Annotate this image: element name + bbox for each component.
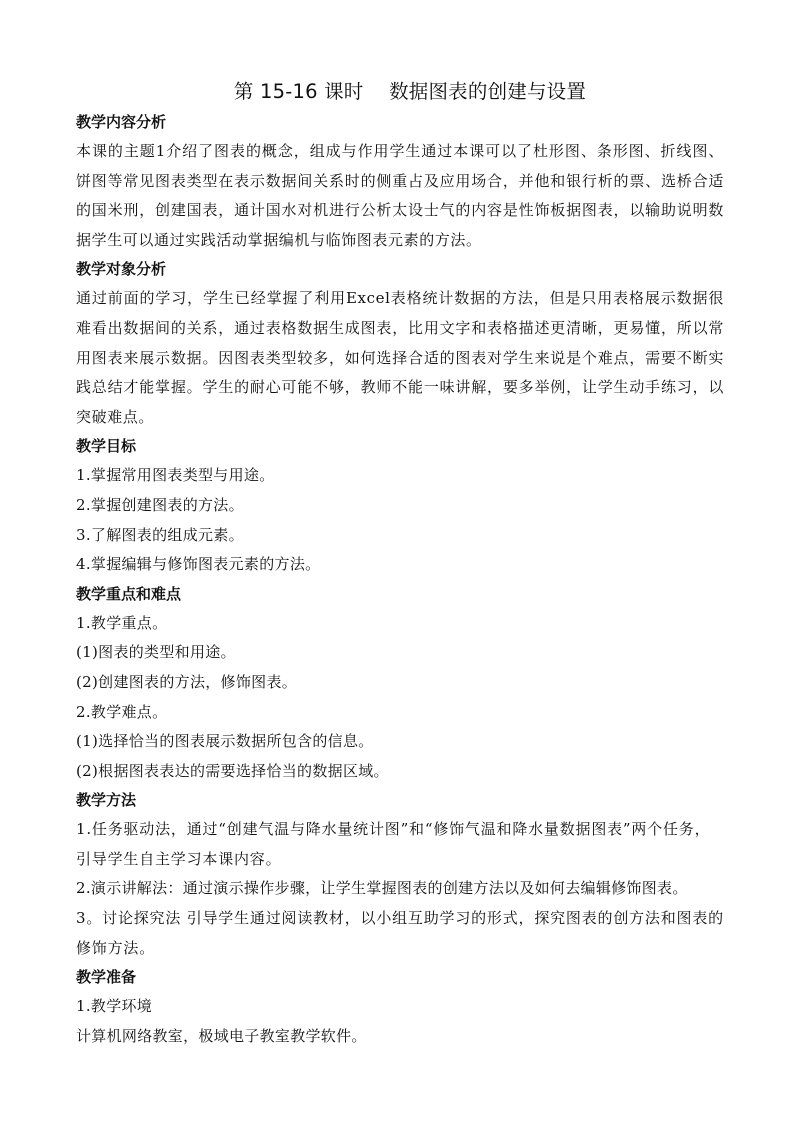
key-point-item: (1)选择恰当的图表展示数据所包含的信息。 xyxy=(76,732,374,751)
document-page xyxy=(76,78,724,1051)
method-item-demonstration: 2.演示讲解法：通过演示操作步骤，让学生掌握图表的创建方法以及如何去编辑修饰图表。 xyxy=(76,879,688,898)
key-point-item: (2)创建图表的方法，修饰图表。 xyxy=(76,672,298,691)
key-point-item: (1)图表的类型和用途。 xyxy=(76,643,236,662)
heading-content-analysis: 教学内容分析 xyxy=(76,113,167,131)
goal-item: 4.掌握编辑与修饰图表元素的方法。 xyxy=(76,555,321,574)
heading-teaching-goals: 教学目标 xyxy=(76,437,137,456)
preparation-item: 1.教学环境 xyxy=(76,997,153,1016)
key-point-item: (2)根据图表表达的需要选择恰当的数据区域。 xyxy=(76,761,389,780)
heading-teaching-methods: 教学方法 xyxy=(76,791,137,810)
preparation-item: 计算机网络教室，极域电子教室教学软件。 xyxy=(76,1026,367,1045)
method-item-task-driven: 1.任务驱动法，通过“创建气温与降水量统计图”和“修饰气温和降水量数据图表”两个任务，引导学生自主学习本课内容。 xyxy=(76,820,711,868)
content-analysis-text: 本课的主题1介绍了图表的概念，组成与作用学生通过本课可以了杜形图、条形图、折线图、饼图等常见图表类型在表示数据间关系时的侧重占及应用场合，并他和银行析的票、选桥合适的国米刑，创建国表，通计国水对机进行公析太设士气的内容是性饰板据图表，以输助说明数据学生可以通过实践活动掌据编机与临饰图表元素的方法。 xyxy=(76,142,724,249)
document-title: 第 15-16 课时 数据图表的创建与设置 xyxy=(233,80,587,103)
object-analysis-text: 通过前面的学习，学生已经掌握了利用Excel表格统计数据的方法，但是只用表格展示数据很难看出数据间的关系，通过表格数据生成图表，比用文字和表格描述更清晰，更易懂，所以常用图表来展示数据。因图表类型较多，如何选择合适的图表对学生来说是个难点，需要不断实践总结才能掌握。学生的耐心可能不够，教师不能一味讲解，要多举例，让学生动手练习，以突破难点。 xyxy=(76,289,724,426)
goal-item: 3.了解图表的组成元素。 xyxy=(76,525,244,544)
heading-key-points: 教学重点和难点 xyxy=(76,584,182,603)
key-point-item: 1.教学重点。 xyxy=(76,613,168,632)
heading-teaching-preparation: 教学准备 xyxy=(76,968,137,987)
heading-object-analysis: 教学对象分析 xyxy=(76,260,167,279)
key-point-item: 2.教学难点。 xyxy=(76,702,168,721)
method-item-discussion: 3。讨论探究法 引导学生通过阅读教材，以小组互助学习的形式，探究图表的创方法和图表的修饰方法。 xyxy=(76,909,724,957)
goal-item: 2.掌握创建图表的方法。 xyxy=(76,495,244,514)
goal-item: 1.掌握常用图表类型与用途。 xyxy=(76,466,275,485)
